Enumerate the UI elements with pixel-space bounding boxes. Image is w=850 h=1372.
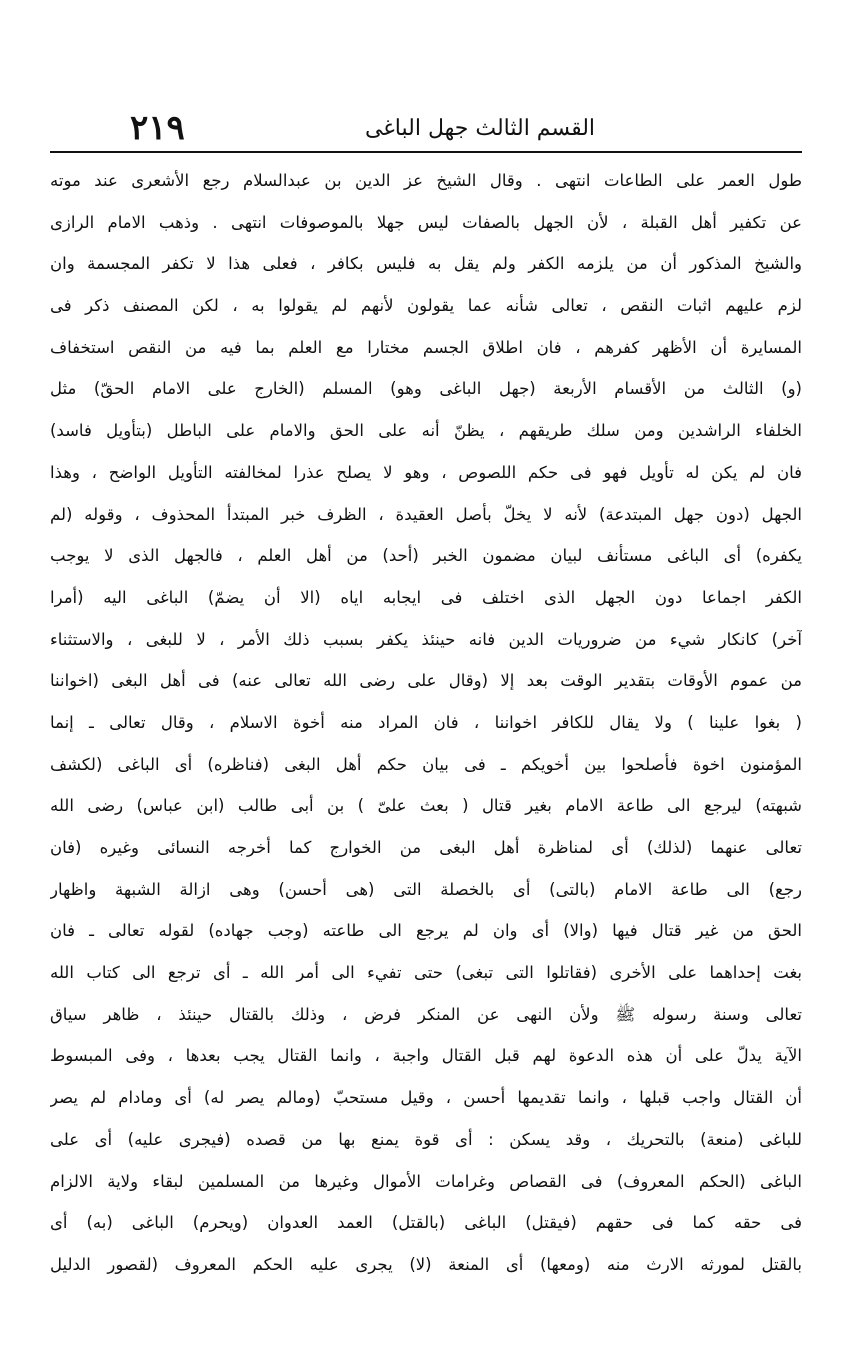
text-line: عن تكفير أهل القبلة ، لأن الجهل بالصفات ليس جهلا بالموصوفات انتهى . وذهب الامام الرازى — [50, 212, 802, 232]
text-line: تعالى وسنة رسوله ﷺ ولأن النهى عن المنكر فرض ، وذلك بالقتال حينئذ ، ظاهر سياق — [50, 1004, 802, 1024]
text-line: من عموم الأوقات بتقدير الوقت بعد إلا (وقال على رضى الله تعالى عنه) فى أهل البغى (اخواننا — [50, 671, 802, 691]
running-title: القسم الثالث جهل الباغى — [364, 116, 596, 141]
text-line: الخلفاء الراشدين ومن سلك طريقهم ، يظنّ أنه على الحق والامام على الباطل (بتأويل فاسد) — [50, 421, 802, 441]
text-line: بالقتل لمورثه الارث منه (ومعها) أى المنعة (لا) يجرى عليه الحكم المعروف (لقصور الدليل — [50, 1254, 802, 1274]
text-line: ( بغوا علينا ) ولا يقال للكافر اخواننا ، فان المراد منه أخوة الاسلام ، وقال تعالى ـ إنما — [50, 712, 802, 732]
text-line: الباغى (الحكم المعروف) فى القصاص وغرامات الأموال وغيرها من المسلمين لبقاء ولاية الالزام — [50, 1171, 802, 1191]
text-line: فى حقه كما فى حقهم (فيقتل) الباغى (بالقتل) العمد العدوان (ويحرم) الباغى (به) أى — [50, 1213, 802, 1233]
text-line: أن القتال واجب قبلها ، وانما تقديمها أحسن ، وقيل مستحبّ (ومالم يصر له) أى ومادام لم يصر — [50, 1088, 802, 1108]
text-line: الحق من غير قتال فيها (والا) أى وان لم يرجع الى طاعته (وجب جهاده) لقوله تعالى ـ فان — [50, 921, 802, 941]
text-line: بغت إحداهما على الأخرى (فقاتلوا التى تبغى) حتى تفيء الى أمر الله ـ أى ترجع الى كتاب الله — [50, 963, 802, 983]
text-line: فان لم يكن له تأويل فهو فى حكم اللصوص ، وهو لا يصلح عذرا لمخالفته التأويل الواضح ، وهذا — [50, 462, 802, 482]
text-line: والشيخ المذكور أن من يلزمه الكفر ولم يقل به فليس بكافر ، فعلى هذا لا تكفر المجسمة وان — [50, 254, 802, 274]
text-line: المسايرة أن الأظهر كفرهم ، فان اطلاق الجسم مختارا مع العلم بما فيه من النقص استخفاف — [50, 337, 802, 357]
header-divider — [50, 151, 802, 153]
page-header — [50, 108, 802, 148]
text-line: الآية يدلّ على أن هذه الدعوة لهم قبل القتال واجبة ، وانما القتال يجب بعدها ، وفى المبسوط — [50, 1046, 802, 1066]
text-line: المؤمنون اخوة فأصلحوا بين أخويكم ـ فى بيان حكم أهل البغى (فناظره) أى الباغى (لكشف — [50, 754, 802, 774]
text-line: تعالى عنهما (لذلك) أى لمناظرة أهل البغى من الخوارج كما أخرجه النسائى وغيره (فان — [50, 838, 802, 857]
text-line: الجهل (دون جهل المبتدعة) لأنه لا يخلّ بأصل العقيدة ، الظرف خبر المبتدأ المحذوف ، وقوله (لم — [50, 504, 802, 524]
text-line: آخر) كانكار شيء من ضروريات الدين فانه حينئذ يكفر بسبب ذلك الأمر ، لا للبغى ، والاستثناء — [50, 629, 802, 649]
text-line: رجع) الى طاعة الامام (بالتى) أى بالخصلة التى (هى أحسن) وهى ازالة الشبهة واظهار — [50, 879, 802, 899]
text-line: شبهته) ليرجع الى طاعة الامام بغير قتال ( بعث علىّ ) بن أبى طالب (ابن عباس) رضى الله — [50, 796, 802, 816]
text-line: لزم عليهم اثبات النقص ، تعالى شأنه عما يقولون لأنهم لم يقولوا به ، لكن المصنف ذكر فى — [50, 296, 802, 316]
text-line: طول العمر على الطاعات انتهى . وقال الشيخ عز الدين بن عبدالسلام رجع الأشعرى عند موته — [50, 171, 802, 190]
page-number: ٢١٩ — [130, 108, 185, 148]
text-line: للباغى (منعة) بالتحريك ، وقد يسكن : أى قوة يمنع بها من قصده (فيجرى عليه) أى على — [50, 1129, 802, 1149]
text-line: (و) الثالث من الأقسام الأربعة (جهل الباغى وهو) المسلم (الخارج على الامام الحقّ) مثل — [50, 379, 802, 399]
text-line: يكفره) أى الباغى مستأنف لبيان مضمون الخبر (أحد) من أهل العلم ، فالجهل الذى لا يوجب — [50, 546, 802, 566]
text-line: الكفر اجماعا دون الجهل الذى اختلف فى ايجابه اياه (الا أن يضمّ) الباغى اليه (أمرا — [50, 587, 802, 607]
body-text — [50, 160, 802, 1286]
